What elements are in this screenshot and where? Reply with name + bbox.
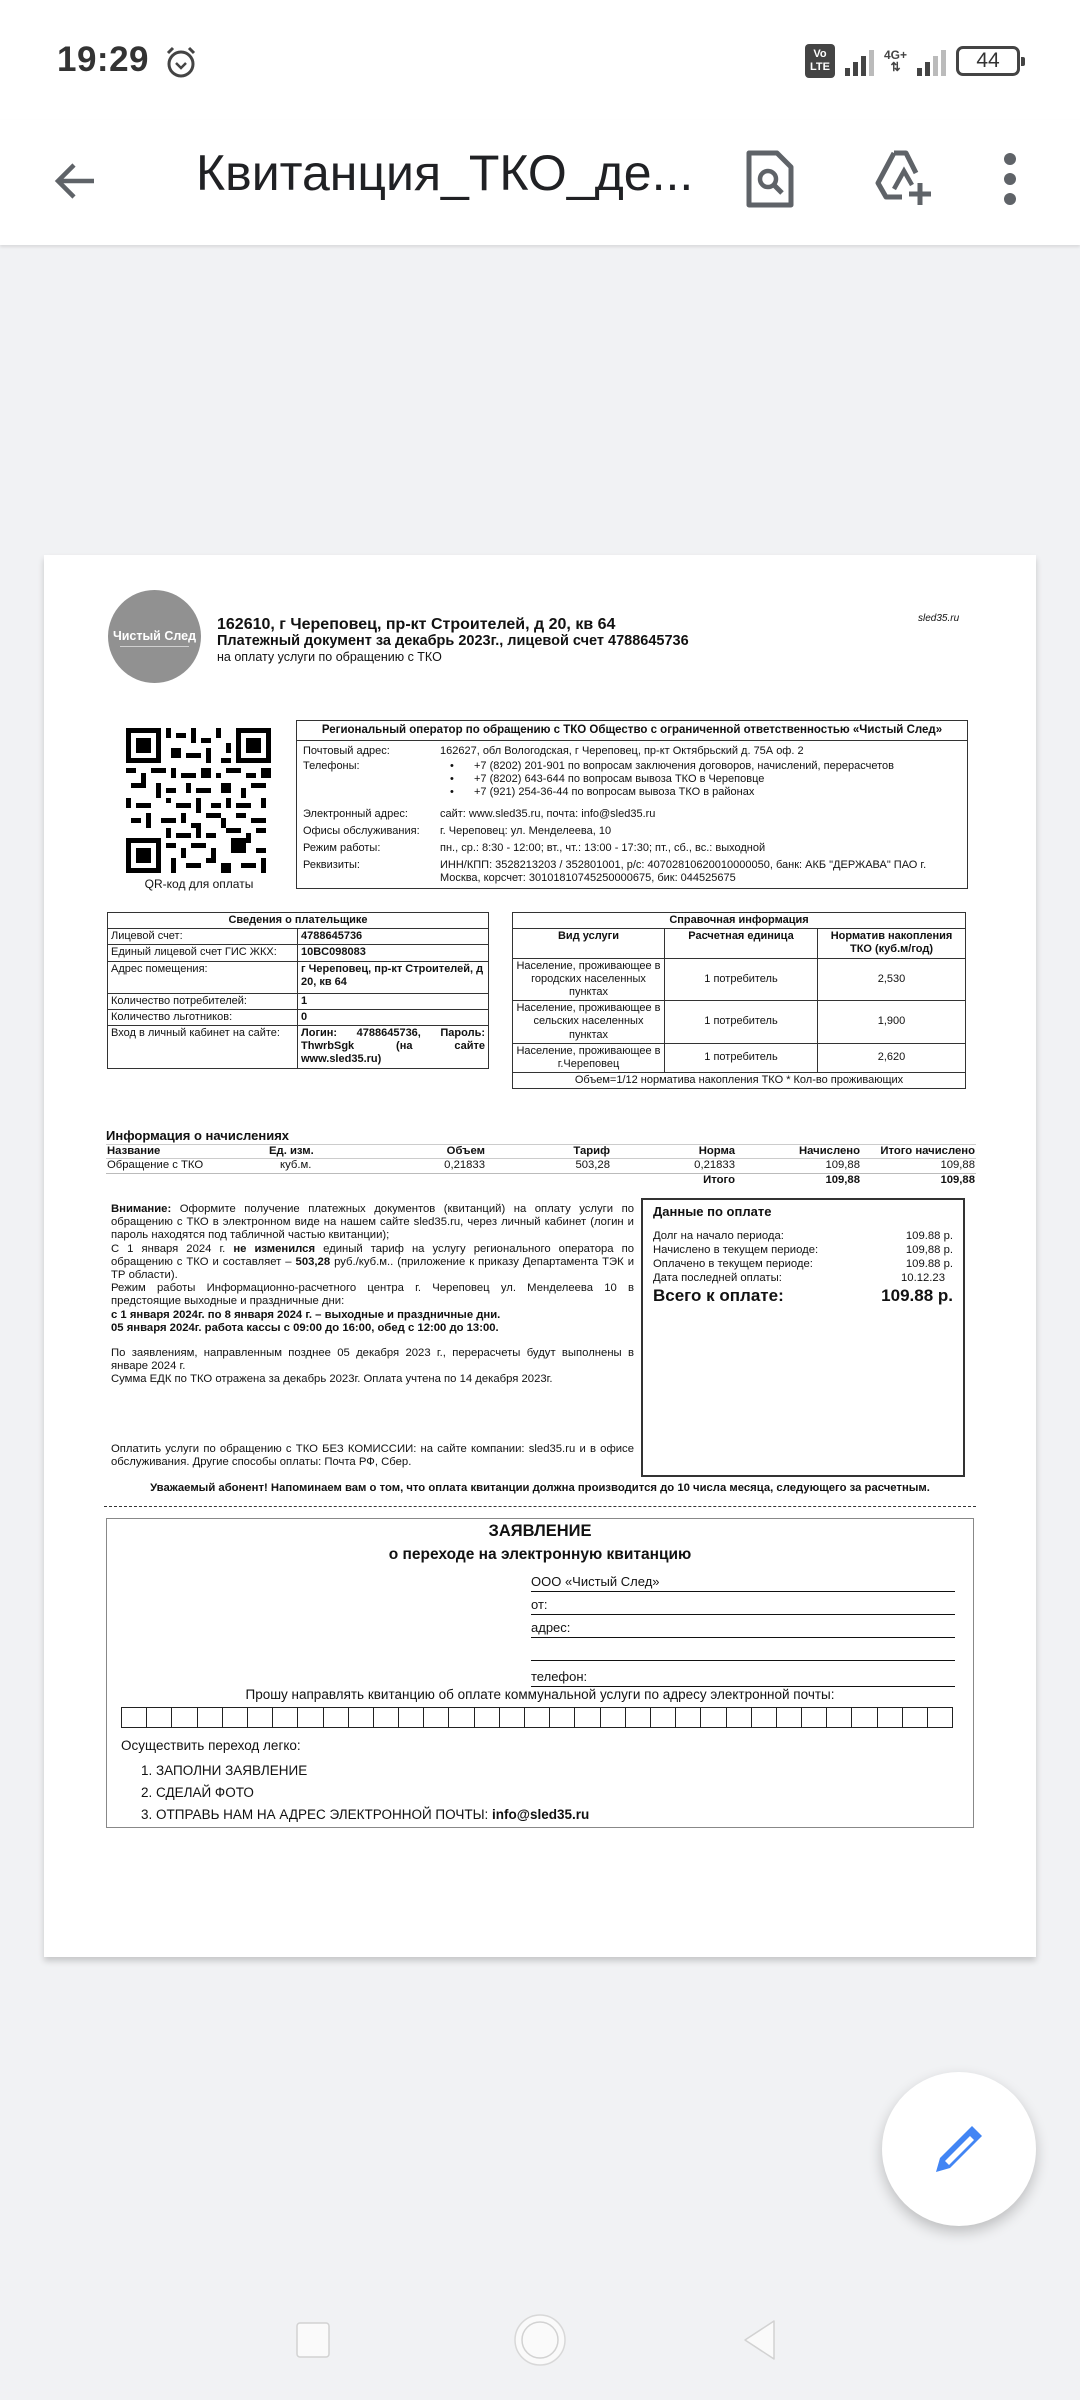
arrow-back-icon	[52, 157, 100, 205]
unit: 1 потребитель	[665, 958, 818, 1001]
tariff-note	[111, 1243, 634, 1283]
payment-reminder: Уважаемый абонент! Напоминаем вам о том, что оплата квитанции должна производится до 10 числа месяца, следующего за расчетным.	[150, 1482, 930, 1494]
home-circle-icon	[512, 2312, 568, 2368]
reference-row	[513, 1043, 966, 1072]
reference-footnote: Объем=1/12 норматива накопления ТКО * Кол-во проживающих	[513, 1073, 966, 1089]
beneficiaries-count: 0	[298, 1009, 489, 1025]
payer-row	[108, 993, 489, 1009]
holiday-note-1: с 1 января 2024г. по 8 января 2024 г. – выходные и праздничные дни.	[111, 1308, 501, 1321]
payer-label: Количество потребителей:	[108, 993, 298, 1009]
address-field[interactable]: адрес:	[531, 1618, 955, 1638]
payer-label: Адрес помещения:	[108, 961, 298, 993]
charges-section	[106, 1128, 976, 1187]
reference-row	[513, 958, 966, 1001]
operator-row-requisites	[297, 858, 967, 886]
app-bar	[0, 120, 1080, 245]
site-link: sled35.ru	[918, 613, 960, 624]
reference-table	[512, 912, 966, 1089]
system-nav-bar	[0, 2290, 1080, 2400]
payer-row	[108, 961, 489, 993]
payer-label: Вход в личный кабинет на сайте:	[108, 1025, 298, 1068]
total-due-value: 109.88 р.	[881, 1285, 953, 1305]
phone-item: • +7 (8202) 643-644 по вопросам вывоза ТКО в Череповце	[450, 773, 961, 786]
total-label: Итого	[703, 1173, 735, 1186]
premises-address: г Череповец, пр-кт Строителей, д 20, кв 64	[298, 961, 489, 993]
signal-2-icon	[917, 46, 946, 76]
payment-total-row	[653, 1286, 953, 1306]
network-4g-label: 4G+	[883, 48, 907, 62]
payment-row	[653, 1257, 953, 1271]
login-credentials: Логин: 4788645736, Пароль: ThwrbSgk (на сайте www.sled35.ru)	[298, 1025, 489, 1068]
notes-block	[111, 1203, 634, 1387]
debt-value: 109.88 р.	[905, 1229, 953, 1242]
holiday-note-2: 05 января 2024г. работа кассы с 09:00 до 16:00, обед с 12:00 до 13:00.	[111, 1321, 499, 1334]
col-header: Объем	[368, 1145, 486, 1159]
battery-level: 44	[976, 49, 1000, 72]
col-header: Вид услуги	[513, 929, 665, 958]
cut-line	[104, 1506, 976, 1507]
network-type	[884, 49, 907, 73]
charged-value: 109,88 р.	[905, 1243, 953, 1256]
paid-value: 109.88 р.	[905, 1257, 953, 1270]
step-item: 2. СДЕЛАЙ ФОТО	[141, 1785, 254, 1800]
find-in-document-button[interactable]	[735, 144, 805, 214]
step-3-text: 3. ОТПРАВЬ НАМ НА АДРЕС ЭЛЕКТРОННОЙ ПОЧТЫ:	[141, 1807, 493, 1822]
back-button[interactable]	[45, 150, 107, 212]
payment-methods-note: Оплатить услуги по обращению с ТКО БЕЗ КОМИССИИ: на сайте компании: sled35.ru и в офисе обслуживания. Другие способы оплаты: Почта РФ, Сбер.	[111, 1443, 634, 1469]
service-name: Обращение с ТКО	[106, 1159, 268, 1174]
system-back-button[interactable]	[730, 2310, 790, 2370]
edk-note: Сумма ЕДК по ТКО отражена за декабрь 2023г. Оплата учтена по 14 декабря 2023г.	[111, 1373, 553, 1386]
hours-value: пн., ср.: 8:30 - 12:00; вт., чт.: 13:00 - 17:30; пт., сб., вс.: выходной	[440, 841, 766, 854]
norm-value: 1,900	[818, 1001, 966, 1044]
unit: куб.м.	[268, 1159, 368, 1174]
norm-value: 2,620	[818, 1043, 966, 1072]
tariff-post: руб./куб.м.. (приложение к приказу Департамента ТЭК и ТР области).	[111, 1255, 634, 1282]
schedule-note: Режим работы Информационно-расчетного центра г. Череповец ул. Менделеева 10 в предстоящие выходные и праздничные дни:	[111, 1282, 634, 1308]
payer-table-title: Сведения о плательщике	[108, 913, 489, 929]
tariff-value: 503,28	[295, 1255, 331, 1268]
company-logo: Чистый След	[108, 590, 201, 683]
debt-label: Долг на начало периода:	[653, 1229, 784, 1242]
reference-row	[513, 1001, 966, 1044]
col-header: Норматив накопления ТКО (куб.м/год)	[818, 929, 966, 958]
status-icons	[805, 44, 1020, 78]
charges-row	[106, 1159, 976, 1174]
norm-value: 2,530	[818, 958, 966, 1001]
statement-subtitle: о переходе на электронную квитанцию	[388, 1546, 692, 1563]
last-payment-date: 10.12.23	[901, 1271, 945, 1284]
payment-row	[653, 1229, 953, 1243]
phone-item: • +7 (8202) 201-901 по вопросам заключения договоров, начислений, перерасчетов	[450, 760, 961, 773]
signal-1-icon	[845, 46, 874, 76]
col-header: Норма	[611, 1145, 736, 1159]
operator-title: Региональный оператор по обращению с ТКО Общество с ограниченной ответственностью «Чистый След»	[297, 721, 967, 741]
total-charged: 109,88	[825, 1173, 860, 1186]
payer-address-header: 162610, г Череповец, пр-кт Строителей, д 20, кв 64	[217, 616, 616, 633]
offices-value: г. Череповец: ул. Менделеева, 10	[440, 824, 612, 837]
phones-label: Телефоны:	[303, 759, 360, 772]
payer-label: Лицевой счет:	[108, 929, 298, 945]
reference-title: Справочная информация	[513, 913, 966, 929]
payer-label: Единый лицевой счет ГИС ЖКХ:	[108, 945, 298, 961]
edit-fab-button[interactable]	[882, 2072, 1036, 2226]
document-title: Квитанция_ТКО_де...	[196, 145, 694, 201]
unit: 1 потребитель	[665, 1043, 818, 1072]
payment-row	[653, 1271, 953, 1285]
paid-label: Оплачено в текущем периоде:	[653, 1257, 813, 1270]
col-header: Тариф	[486, 1145, 611, 1159]
email-value: сайт: www.sled35.ru, почта: info@sled35.ru	[440, 807, 656, 820]
document-heading: Платежный документ за декабрь 2023г., лицевой счет 4788645736	[217, 633, 689, 649]
payer-row	[108, 945, 489, 961]
payment-title: Данные по оплате	[653, 1204, 772, 1219]
phones-list	[440, 760, 961, 800]
more-vert-icon	[1000, 149, 1020, 209]
recents-square-icon	[295, 2321, 331, 2359]
contact-email: info@sled35.ru	[492, 1807, 590, 1822]
operator-row-postal	[297, 744, 967, 759]
postal-label: Почтовый адрес:	[303, 744, 390, 757]
account-number: 4788645736	[298, 929, 489, 945]
tariff-mid: единый тариф на услугу регионального оператора по обращению с ТКО и составляет –	[111, 1242, 634, 1268]
operator-row-email	[297, 807, 967, 822]
email-request-label: Прошу направлять квитанцию об оплате коммунальной услуги по адресу электронной почты:	[245, 1687, 835, 1702]
requisites-label: Реквизиты:	[303, 859, 360, 872]
charged-label: Начислено в текущем периоде:	[653, 1243, 819, 1256]
offices-label: Офисы обслуживания:	[303, 824, 420, 837]
address-field-line-2[interactable]	[531, 1641, 955, 1661]
volte-icon: Vo LTE	[805, 44, 835, 78]
phone-item: • +7 (921) 254-36-44 по вопросам вывоза ТКО в районах	[450, 786, 961, 799]
home-button[interactable]	[510, 2310, 570, 2370]
statement-form	[106, 1518, 974, 1828]
tariff-bold: не изменился	[233, 1242, 316, 1255]
pdf-page[interactable]	[44, 555, 1036, 1957]
recalc-note: По заявлениям, направленным позднее 05 декабря 2023 г., перерасчеты будут выполнены в январе 2024 г.	[111, 1347, 634, 1373]
add-to-drive-icon	[872, 149, 934, 209]
status-time: 19:29	[57, 40, 150, 79]
payer-label: Количество льготников:	[108, 1009, 298, 1025]
recents-button[interactable]	[283, 2310, 343, 2370]
document-subheading: на оплату услуги по обращению с ТКО	[217, 650, 442, 664]
operator-row-offices	[297, 824, 967, 839]
gis-account: 10BC098083	[298, 945, 489, 961]
payer-row	[108, 1025, 489, 1068]
qr-caption: QR-код для оплаты	[144, 877, 254, 891]
find-in-document-icon	[745, 149, 795, 209]
attention-note	[111, 1203, 634, 1243]
attention-label: Внимание:	[111, 1203, 172, 1215]
status-bar	[0, 0, 1080, 120]
col-header: Ед. изм.	[268, 1145, 368, 1159]
email-label: Электронный адрес:	[303, 807, 408, 820]
from-field[interactable]: от:	[531, 1595, 955, 1615]
step-item	[141, 1804, 589, 1826]
phone-field[interactable]: телефон:	[531, 1667, 955, 1687]
step-item: 1. ЗАПОЛНИ ЗАЯВЛЕНИЕ	[141, 1763, 308, 1778]
payer-row	[108, 1009, 489, 1025]
col-header: Итого начислено	[861, 1145, 976, 1159]
qr-code-image	[126, 728, 271, 873]
col-header: Расчетная единица	[665, 929, 818, 958]
charges-title: Информация о начислениях	[106, 1128, 976, 1145]
steps-list	[141, 1760, 589, 1826]
recipient-line: ООО «Чистый След»	[531, 1572, 955, 1592]
data-arrows-icon: ⇅	[890, 60, 901, 74]
charges-table	[106, 1145, 976, 1188]
payer-row	[108, 929, 489, 945]
tariff: 503,28	[486, 1159, 611, 1174]
operator-row-phones	[297, 759, 967, 801]
service-type: Население, проживающее в городских населенных пунктах	[513, 958, 665, 1001]
edit-pencil-icon	[932, 2122, 986, 2176]
battery-icon	[956, 46, 1020, 76]
postal-value: 162627, обл Вологодская, г Череповец, пр-кт Октябрьский д. 75А оф. 2	[440, 744, 804, 757]
payment-data-box	[641, 1198, 965, 1477]
service-type: Население, проживающее в сельских населенных пунктах	[513, 1001, 665, 1044]
payer-info-table	[107, 912, 489, 1069]
operator-info-box	[296, 720, 968, 889]
statement-title: ЗАЯВЛЕНИЕ	[488, 1522, 592, 1540]
tariff-pre: С 1 января 2024 г.	[111, 1242, 234, 1255]
last-payment-label: Дата последней оплаты:	[653, 1271, 782, 1284]
howto-label: Осуществить переход легко:	[121, 1738, 301, 1753]
total-charged: 109,88	[861, 1159, 976, 1174]
payment-row	[653, 1243, 953, 1257]
col-header: Название	[106, 1145, 268, 1159]
total-due-label: Всего к оплате:	[653, 1285, 784, 1305]
attention-text: Оформите получение платежных документов (квитанций) на оплату услуги по обращению с ТКО в электронном виде на нашем сайте sled35.ru, через личный кабинет (логин и пароль находятся под табличной частью квитанции);	[111, 1203, 634, 1242]
requisites-value: ИНН/КПП: 3528213203 / 352801001, р/с: 40702810620010000050, банк: АКБ "ДЕРЖАВА" ПАО г. Москва, корсчет: 30101810745250000675, бик: 044525675	[440, 859, 927, 885]
volume: 0,21833	[368, 1159, 486, 1174]
alarm-clock-icon	[163, 44, 199, 80]
service-type: Население, проживающее в г.Череповец	[513, 1043, 665, 1072]
hours-label: Режим работы:	[303, 841, 381, 854]
back-triangle-icon	[742, 2318, 778, 2362]
operator-row-hours	[297, 841, 967, 856]
add-to-drive-button[interactable]	[868, 144, 938, 214]
unit: 1 потребитель	[665, 1001, 818, 1044]
consumers-count: 1	[298, 993, 489, 1009]
charged: 109,88	[736, 1159, 861, 1174]
email-cells-field[interactable]	[121, 1707, 953, 1728]
charges-total-row	[106, 1173, 976, 1187]
col-header: Начислено	[736, 1145, 861, 1159]
more-options-button[interactable]	[985, 144, 1035, 214]
norm: 0,21833	[611, 1159, 736, 1174]
total-sum: 109,88	[940, 1173, 975, 1186]
